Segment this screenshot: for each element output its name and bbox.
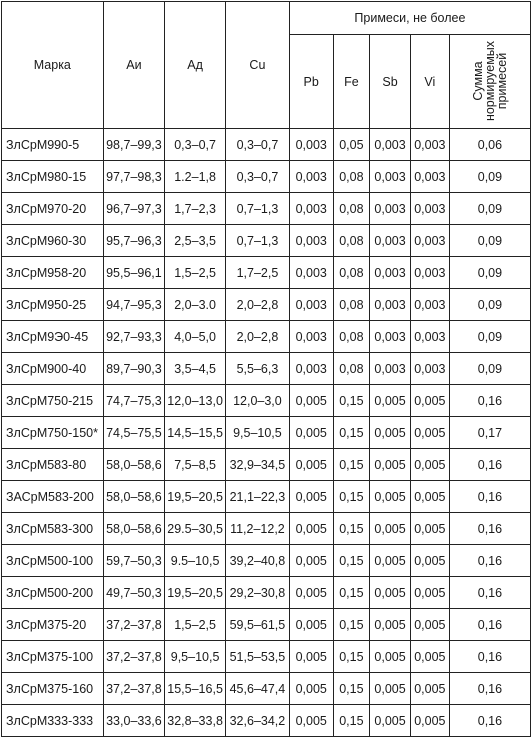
table-row bbox=[2, 545, 531, 577]
cell-vi: 0,005 bbox=[410, 449, 449, 481]
cell-ag: 1,5–2,5 bbox=[165, 609, 226, 641]
cell-sb: 0,005 bbox=[370, 673, 411, 705]
cell-fe: 0,15 bbox=[333, 417, 370, 449]
cell-cu: 29,2–30,8 bbox=[225, 577, 289, 609]
cell-cu: 45,6–47,4 bbox=[225, 673, 289, 705]
cell-ag: 9,5–10,5 bbox=[165, 641, 226, 673]
cell-mark: ЗлСрМ375-100 bbox=[2, 641, 104, 673]
cell-vi: 0,003 bbox=[410, 193, 449, 225]
cell-au: 98,7–99,3 bbox=[103, 129, 165, 161]
cell-mark: ЗлСрМ750-150* bbox=[2, 417, 104, 449]
cell-sum: 0,09 bbox=[449, 225, 530, 257]
cell-au: 97,7–98,3 bbox=[103, 161, 165, 193]
table-row bbox=[2, 449, 531, 481]
cell-fe: 0,15 bbox=[333, 385, 370, 417]
cell-sum: 0,06 bbox=[449, 129, 530, 161]
cell-pb: 0,005 bbox=[289, 609, 333, 641]
col-header-sum-text: Сумма нормируемых примесей bbox=[470, 40, 509, 122]
table-row bbox=[2, 481, 531, 513]
cell-vi: 0,005 bbox=[410, 513, 449, 545]
cell-mark: ЗлСрМ750-215 bbox=[2, 385, 104, 417]
cell-ag: 1,7–2,3 bbox=[165, 193, 226, 225]
cell-sb: 0,005 bbox=[370, 417, 411, 449]
cell-sum: 0,16 bbox=[449, 385, 530, 417]
cell-sb: 0,003 bbox=[370, 353, 411, 385]
cell-mark: ЗлСрМ583-300 bbox=[2, 513, 104, 545]
col-header-cu: Cu bbox=[225, 2, 289, 129]
cell-au: 33,0–33,6 bbox=[103, 705, 165, 737]
cell-sum: 0,09 bbox=[449, 257, 530, 289]
cell-cu: 59,5–61,5 bbox=[225, 609, 289, 641]
cell-au: 49,7–50,3 bbox=[103, 577, 165, 609]
cell-vi: 0,003 bbox=[410, 161, 449, 193]
cell-cu: 0,3–0,7 bbox=[225, 129, 289, 161]
cell-cu: 32,9–34,5 bbox=[225, 449, 289, 481]
cell-pb: 0,005 bbox=[289, 417, 333, 449]
table-row bbox=[2, 321, 531, 353]
cell-cu: 0,7–1,3 bbox=[225, 225, 289, 257]
cell-ag: 4,0–5,0 bbox=[165, 321, 226, 353]
cell-vi: 0,005 bbox=[410, 417, 449, 449]
cell-ag: 7,5–8,5 bbox=[165, 449, 226, 481]
cell-fe: 0,15 bbox=[333, 577, 370, 609]
table-row bbox=[2, 353, 531, 385]
table-row bbox=[2, 129, 531, 161]
cell-ag: 2,0–3.0 bbox=[165, 289, 226, 321]
cell-sb: 0,005 bbox=[370, 577, 411, 609]
cell-pb: 0,003 bbox=[289, 225, 333, 257]
cell-cu: 0,3–0,7 bbox=[225, 161, 289, 193]
cell-fe: 0,08 bbox=[333, 257, 370, 289]
cell-fe: 0,08 bbox=[333, 225, 370, 257]
cell-vi: 0,003 bbox=[410, 225, 449, 257]
cell-fe: 0,08 bbox=[333, 353, 370, 385]
cell-fe: 0,15 bbox=[333, 449, 370, 481]
cell-fe: 0,15 bbox=[333, 705, 370, 737]
cell-mark: ЗлСрМ583-80 bbox=[2, 449, 104, 481]
cell-sum: 0,09 bbox=[449, 289, 530, 321]
cell-pb: 0,003 bbox=[289, 129, 333, 161]
cell-mark: ЗлСрМ960-30 bbox=[2, 225, 104, 257]
cell-sb: 0,005 bbox=[370, 385, 411, 417]
cell-cu: 12,0–3,0 bbox=[225, 385, 289, 417]
col-header-vi: Vi bbox=[410, 35, 449, 129]
cell-sb: 0,003 bbox=[370, 321, 411, 353]
col-header-sb: Sb bbox=[370, 35, 411, 129]
cell-mark: ЗлСрМ950-25 bbox=[2, 289, 104, 321]
cell-mark: ЗлСрМ333-333 bbox=[2, 705, 104, 737]
table-row bbox=[2, 641, 531, 673]
cell-mark: ЗлСрМ980-15 bbox=[2, 161, 104, 193]
cell-vi: 0,003 bbox=[410, 353, 449, 385]
cell-fe: 0,15 bbox=[333, 673, 370, 705]
cell-vi: 0,003 bbox=[410, 321, 449, 353]
cell-pb: 0,003 bbox=[289, 321, 333, 353]
cell-pb: 0,003 bbox=[289, 353, 333, 385]
header-row-top bbox=[2, 2, 531, 35]
table-row bbox=[2, 193, 531, 225]
cell-sum: 0,16 bbox=[449, 545, 530, 577]
table-row bbox=[2, 609, 531, 641]
cell-cu: 2,0–2,8 bbox=[225, 321, 289, 353]
cell-vi: 0,003 bbox=[410, 129, 449, 161]
cell-fe: 0,08 bbox=[333, 193, 370, 225]
cell-au: 74,5–75,5 bbox=[103, 417, 165, 449]
cell-au: 96,7–97,3 bbox=[103, 193, 165, 225]
cell-cu: 32,6–34,2 bbox=[225, 705, 289, 737]
cell-cu: 11,2–12,2 bbox=[225, 513, 289, 545]
table-row bbox=[2, 705, 531, 737]
cell-au: 89,7–90,3 bbox=[103, 353, 165, 385]
cell-au: 58,0–58,6 bbox=[103, 513, 165, 545]
col-header-mark: Марка bbox=[2, 2, 104, 129]
cell-ag: 12,0–13,0 bbox=[165, 385, 226, 417]
cell-sum: 0,16 bbox=[449, 609, 530, 641]
cell-cu: 9,5–10,5 bbox=[225, 417, 289, 449]
cell-au: 37,2–37,8 bbox=[103, 641, 165, 673]
cell-ag: 1,5–2,5 bbox=[165, 257, 226, 289]
cell-au: 92,7–93,3 bbox=[103, 321, 165, 353]
cell-sb: 0,005 bbox=[370, 513, 411, 545]
cell-vi: 0,005 bbox=[410, 641, 449, 673]
cell-mark: ЗлСрМ375-20 bbox=[2, 609, 104, 641]
cell-vi: 0,005 bbox=[410, 545, 449, 577]
cell-cu: 5,5–6,3 bbox=[225, 353, 289, 385]
cell-cu: 2,0–2,8 bbox=[225, 289, 289, 321]
cell-au: 37,2–37,8 bbox=[103, 609, 165, 641]
table-row bbox=[2, 513, 531, 545]
cell-fe: 0,15 bbox=[333, 513, 370, 545]
cell-ag: 29.5–30,5 bbox=[165, 513, 226, 545]
cell-vi: 0,003 bbox=[410, 257, 449, 289]
cell-sb: 0,005 bbox=[370, 481, 411, 513]
cell-au: 37,2–37,8 bbox=[103, 673, 165, 705]
cell-vi: 0,005 bbox=[410, 577, 449, 609]
table-row bbox=[2, 577, 531, 609]
col-header-ag: Ад bbox=[165, 2, 226, 129]
cell-vi: 0,003 bbox=[410, 289, 449, 321]
cell-pb: 0,003 bbox=[289, 161, 333, 193]
cell-mark: ЗАСрМ583-200 bbox=[2, 481, 104, 513]
cell-mark: ЗлСрМ375-160 bbox=[2, 673, 104, 705]
cell-sum: 0,16 bbox=[449, 577, 530, 609]
col-header-au: Аи bbox=[103, 2, 165, 129]
cell-fe: 0,15 bbox=[333, 641, 370, 673]
cell-au: 95,7–96,3 bbox=[103, 225, 165, 257]
table-row bbox=[2, 289, 531, 321]
cell-sum: 0,16 bbox=[449, 641, 530, 673]
cell-mark: ЗлСрМ9Э0-45 bbox=[2, 321, 104, 353]
cell-au: 95,5–96,1 bbox=[103, 257, 165, 289]
cell-sb: 0,005 bbox=[370, 705, 411, 737]
table-row bbox=[2, 257, 531, 289]
cell-mark: ЗлСрМ500-100 bbox=[2, 545, 104, 577]
cell-sum: 0,16 bbox=[449, 673, 530, 705]
col-header-impurities: Примеси, не более bbox=[289, 2, 530, 35]
cell-sum: 0,09 bbox=[449, 321, 530, 353]
cell-au: 94,7–95,3 bbox=[103, 289, 165, 321]
cell-pb: 0,005 bbox=[289, 705, 333, 737]
cell-fe: 0,05 bbox=[333, 129, 370, 161]
cell-fe: 0,15 bbox=[333, 545, 370, 577]
cell-sb: 0,005 bbox=[370, 641, 411, 673]
cell-fe: 0,08 bbox=[333, 289, 370, 321]
cell-cu: 0,7–1,3 bbox=[225, 193, 289, 225]
cell-ag: 0,3–0,7 bbox=[165, 129, 226, 161]
cell-pb: 0,005 bbox=[289, 449, 333, 481]
cell-pb: 0,005 bbox=[289, 577, 333, 609]
cell-pb: 0,005 bbox=[289, 513, 333, 545]
cell-sb: 0,003 bbox=[370, 289, 411, 321]
table-row bbox=[2, 225, 531, 257]
cell-ag: 2,5–3,5 bbox=[165, 225, 226, 257]
cell-ag: 19,5–20,5 bbox=[165, 577, 226, 609]
cell-pb: 0,005 bbox=[289, 545, 333, 577]
alloy-composition-table bbox=[1, 1, 531, 737]
cell-vi: 0,005 bbox=[410, 481, 449, 513]
cell-sb: 0,003 bbox=[370, 193, 411, 225]
cell-cu: 1,7–2,5 bbox=[225, 257, 289, 289]
cell-mark: ЗлСрМ958-20 bbox=[2, 257, 104, 289]
cell-au: 58,0–58,6 bbox=[103, 481, 165, 513]
cell-pb: 0,003 bbox=[289, 193, 333, 225]
cell-cu: 39,2–40,8 bbox=[225, 545, 289, 577]
cell-pb: 0,005 bbox=[289, 673, 333, 705]
cell-vi: 0,005 bbox=[410, 673, 449, 705]
cell-pb: 0,005 bbox=[289, 641, 333, 673]
cell-cu: 51,5–53,5 bbox=[225, 641, 289, 673]
cell-au: 59,7–50,3 bbox=[103, 545, 165, 577]
cell-pb: 0,003 bbox=[289, 289, 333, 321]
cell-sum: 0,16 bbox=[449, 705, 530, 737]
table-row bbox=[2, 161, 531, 193]
table-row bbox=[2, 385, 531, 417]
cell-sb: 0,003 bbox=[370, 161, 411, 193]
cell-vi: 0,005 bbox=[410, 609, 449, 641]
cell-sum: 0,16 bbox=[449, 481, 530, 513]
cell-ag: 9.5–10,5 bbox=[165, 545, 226, 577]
cell-sb: 0,005 bbox=[370, 609, 411, 641]
cell-sb: 0,003 bbox=[370, 225, 411, 257]
cell-sb: 0,005 bbox=[370, 449, 411, 481]
cell-mark: ЗлСрМ900-40 bbox=[2, 353, 104, 385]
cell-sb: 0,003 bbox=[370, 129, 411, 161]
cell-ag: 32,8–33,8 bbox=[165, 705, 226, 737]
cell-mark: ЗлСрМ500-200 bbox=[2, 577, 104, 609]
cell-ag: 15,5–16,5 bbox=[165, 673, 226, 705]
table-row bbox=[2, 673, 531, 705]
cell-fe: 0,15 bbox=[333, 481, 370, 513]
cell-sum: 0,17 bbox=[449, 417, 530, 449]
cell-vi: 0,005 bbox=[410, 385, 449, 417]
cell-sum: 0,16 bbox=[449, 449, 530, 481]
cell-au: 74,7–75,3 bbox=[103, 385, 165, 417]
cell-sum: 0,09 bbox=[449, 161, 530, 193]
cell-mark: ЗлСрМ990-5 bbox=[2, 129, 104, 161]
cell-pb: 0,005 bbox=[289, 481, 333, 513]
col-header-fe: Fe bbox=[333, 35, 370, 129]
cell-ag: 14,5–15,5 bbox=[165, 417, 226, 449]
col-header-sum bbox=[449, 35, 530, 129]
table-row bbox=[2, 417, 531, 449]
cell-sb: 0,005 bbox=[370, 545, 411, 577]
cell-fe: 0,15 bbox=[333, 609, 370, 641]
cell-au: 58,0–58,6 bbox=[103, 449, 165, 481]
cell-cu: 21,1–22,3 bbox=[225, 481, 289, 513]
cell-pb: 0,005 bbox=[289, 385, 333, 417]
col-header-pb: Pb bbox=[289, 35, 333, 129]
cell-fe: 0,08 bbox=[333, 161, 370, 193]
cell-sum: 0,16 bbox=[449, 513, 530, 545]
cell-sum: 0,09 bbox=[449, 353, 530, 385]
cell-fe: 0,08 bbox=[333, 321, 370, 353]
cell-sb: 0,003 bbox=[370, 257, 411, 289]
cell-ag: 19,5–20,5 bbox=[165, 481, 226, 513]
cell-ag: 3,5–4,5 bbox=[165, 353, 226, 385]
cell-sum: 0,09 bbox=[449, 193, 530, 225]
cell-vi: 0,005 bbox=[410, 705, 449, 737]
cell-ag: 1.2–1,8 bbox=[165, 161, 226, 193]
cell-pb: 0,003 bbox=[289, 257, 333, 289]
cell-mark: ЗлСрМ970-20 bbox=[2, 193, 104, 225]
